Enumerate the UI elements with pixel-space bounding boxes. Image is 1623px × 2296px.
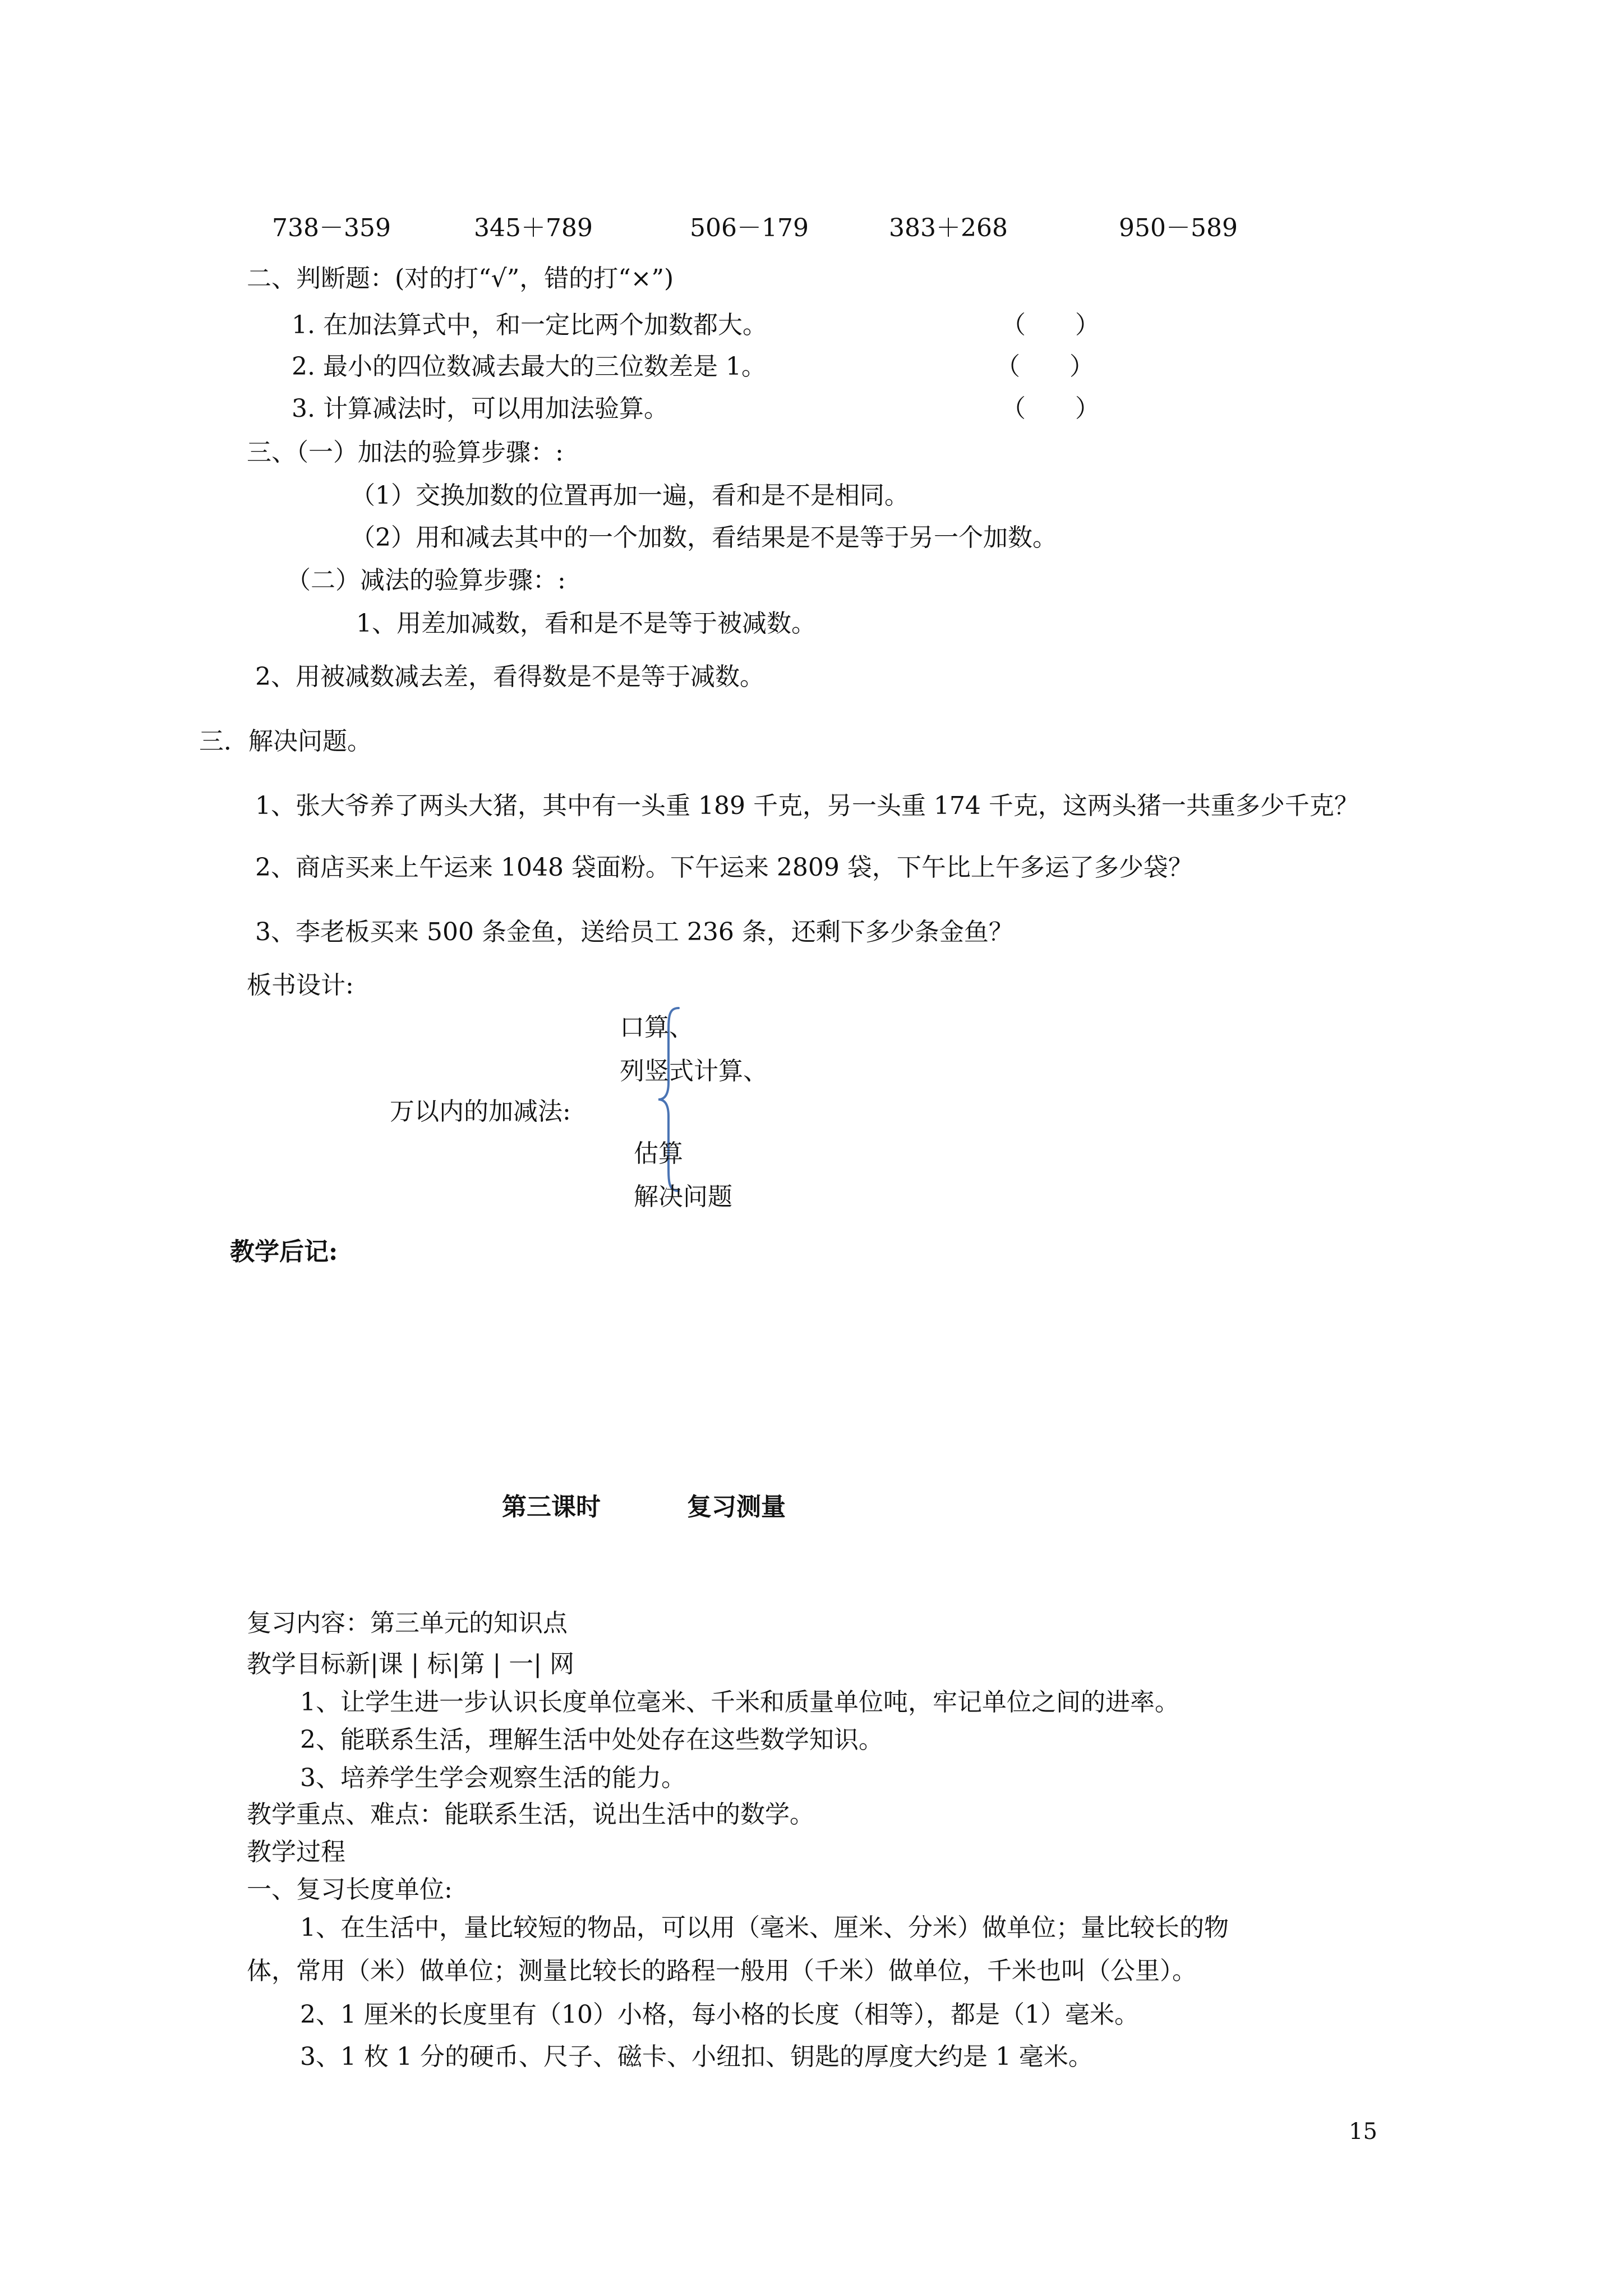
lesson-process: 教学过程	[247, 1838, 345, 1866]
board-left-label: 万以内的加减法:	[390, 1097, 571, 1126]
problem-2: 2、商店买来上午运来 1048 袋面粉。下午运来 2809 袋，下午比上午多运了多少袋？	[255, 853, 1193, 882]
judge-blank-2: （ ）	[995, 352, 1094, 381]
lesson-goal-3: 3、培养学生学会观察生活的能力。	[300, 1764, 686, 1792]
judge-blank-3: （ ）	[1001, 394, 1100, 423]
judge-item-3: 3. 计算减法时，可以用加法验算。	[292, 394, 668, 423]
exercise-2: 345＋789	[474, 214, 593, 242]
problem-1: 1、张大爷养了两头大猪，其中有一头重 189 千克，另一头重 174 千克，这两头猪一共重多少千克？	[255, 792, 1359, 820]
board-heading: 板书设计:	[247, 971, 354, 1000]
page-number: 15	[1349, 2119, 1377, 2145]
review-item-2: 2、1 厘米的长度里有（10）小格，每小格的长度（相等），都是（1）毫米。	[300, 2000, 1139, 2029]
review-item-1-cont: 体，常用（米）做单位；测量比较长的路程一般用（千米）做单位，千米也叫（公里）。	[247, 1957, 1197, 1985]
verify-sub-step-2: 2、用被减数减去差，看得数是不是等于减数。	[255, 662, 764, 691]
lesson-title: 第三课时	[502, 1493, 601, 1521]
postscript-heading: 教学后记:	[230, 1237, 338, 1266]
verify-add-step-2: （2）用和减去其中的一个加数，看结果是不是等于另一个加数。	[351, 523, 1057, 552]
verify-sub-step-1: 1、用差加减数，看和是不是等于被减数。	[356, 609, 816, 638]
exercise-1: 738－359	[272, 214, 391, 242]
lesson-key-points: 教学重点、难点：能联系生活，说出生活中的数学。	[247, 1800, 814, 1829]
review-heading: 一、复习长度单位:	[247, 1875, 453, 1904]
judge-item-1: 1. 在加法算式中，和一定比两个加数都大。	[292, 311, 767, 339]
judge-heading: 二、判断题：(对的打“√”，错的打“×”)	[247, 264, 674, 293]
lesson-content: 复习内容：第三单元的知识点	[247, 1609, 568, 1637]
board-item-3: 估算	[634, 1139, 683, 1168]
review-item-1: 1、在生活中，量比较短的物品，可以用（毫米、厘米、分米）做单位；量比较长的物	[300, 1913, 1229, 1942]
verify-sub-heading: （二）减法的验算步骤：:	[286, 566, 566, 595]
problems-heading: 三．解决问题。	[199, 727, 372, 756]
board-item-1: 口算、	[620, 1013, 694, 1042]
verify-add-step-1: （1）交换加数的位置再加一遍，看和是不是相同。	[351, 481, 909, 510]
exercise-4: 383＋268	[889, 214, 1008, 242]
exercise-3: 506－179	[690, 214, 809, 242]
lesson-subtitle: 复习测量	[687, 1493, 786, 1521]
judge-blank-1: （ ）	[1001, 311, 1100, 339]
board-item-4: 解决问题	[634, 1182, 732, 1211]
lesson-goal-2: 2、能联系生活，理解生活中处处存在这些数学知识。	[300, 1726, 883, 1754]
problem-3: 3、李老板买来 500 条金鱼，送给员工 236 条，还剩下多少条金鱼？	[255, 918, 1013, 946]
review-item-3: 3、1 枚 1 分的硬币、尺子、磁卡、小纽扣、钥匙的厚度大约是 1 毫米。	[300, 2042, 1093, 2071]
verify-add-heading: 三、（一）加法的验算步骤：:	[247, 438, 564, 467]
lesson-goal-heading: 教学目标新|课 | 标|第 | 一| 网	[247, 1650, 575, 1678]
judge-item-2: 2. 最小的四位数减去最大的三位数差是 1。	[292, 352, 766, 381]
lesson-goal-1: 1、让学生进一步认识长度单位毫米、千米和质量单位吨，牢记单位之间的进率。	[300, 1688, 1179, 1717]
exercise-5: 950－589	[1119, 214, 1238, 242]
board-item-2: 列竖式计算、	[620, 1057, 768, 1085]
